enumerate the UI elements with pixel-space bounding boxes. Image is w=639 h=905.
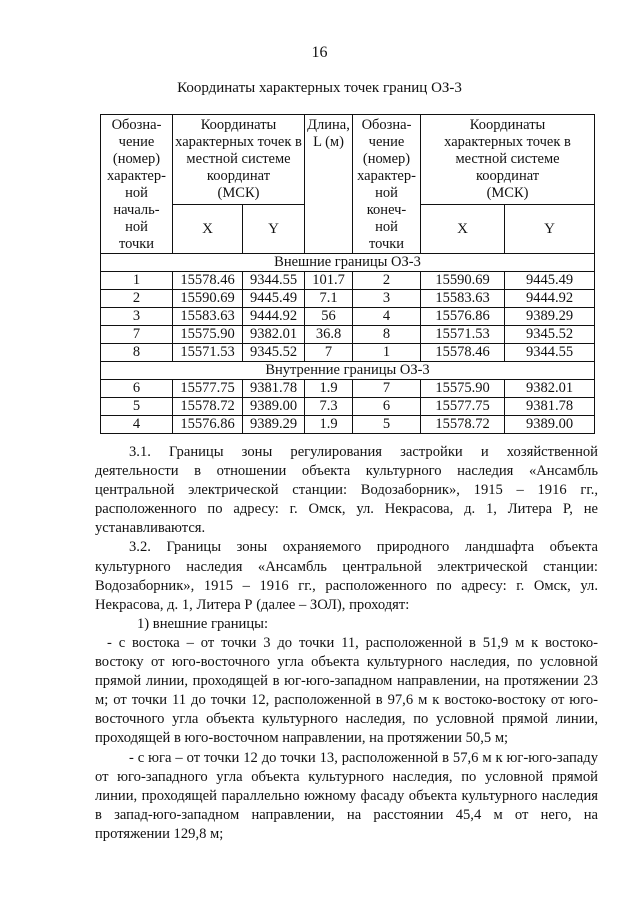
list-item-east: - с востока – от точки 3 до точки 11, расположенной в 51,9 м к востоко-востоку от юго-восточного угла объекта культурного наследия, по условной прямой линии, проходящей в юг-юго-западном направлении, на протяжении 23 м; от точки 11 до точки 12, расположенной в 97,6 м к востоко-востоку от юго-восточного угла объекта культурного наследия, по условной прямой линии, проходящей в юго-восточном направлении, на протяжении 50,5 м;: [95, 634, 598, 747]
cell-y-start: 9344.55: [243, 272, 305, 290]
header-line: чение: [368, 134, 405, 150]
cell-y-end: 9389.00: [505, 416, 595, 434]
cell-x-start: 15578.72: [173, 398, 243, 416]
header-line: точки: [368, 236, 405, 252]
cell-x-end: 15590.69: [421, 272, 505, 290]
header-line: координат: [475, 168, 540, 184]
header-length: [305, 115, 353, 254]
cell-start-point: 1: [101, 272, 173, 290]
cell-x-end: 15577.75: [421, 398, 505, 416]
cell-length: 7.3: [305, 398, 353, 416]
header-end-point: [353, 115, 421, 254]
paragraph-3-2: 3.2. Границы зоны охраняемого природного ландшафта объекта культурного наследия «Ансамбль центральной электрической станции: Водозаборник», 1915 – 1916 гг., расположенного по адресу: г. Омск, ул. Некрасова, д. 1, Литера Р (далее – ЗОЛ), проходят:: [95, 539, 598, 613]
cell-x-start: 15590.69: [173, 290, 243, 308]
header-coords-start: [173, 115, 305, 205]
cell-start-point: 3: [101, 308, 173, 326]
header-y-start: Y: [243, 205, 305, 254]
header-line: Длина,: [307, 117, 350, 133]
cell-x-end: 15571.53: [421, 326, 505, 344]
header-line: чение: [118, 134, 155, 150]
section-title: Внутренние границы ОЗ-3: [101, 362, 595, 380]
header-line: Координаты: [200, 117, 277, 133]
header-line: ной: [125, 185, 148, 201]
header-line: характер-: [357, 168, 416, 184]
cell-x-end: 15576.86: [421, 308, 505, 326]
header-line: конеч-: [366, 202, 407, 218]
coordinates-table: [100, 114, 595, 434]
cell-length: 1.9: [305, 380, 353, 398]
cell-start-point: 2: [101, 290, 173, 308]
header-line: L (м): [313, 134, 344, 150]
cell-y-start: 9381.78: [243, 380, 305, 398]
header-line: характерных точек в: [444, 134, 571, 150]
cell-end-point: 2: [353, 272, 421, 290]
cell-y-start: 9389.29: [243, 416, 305, 434]
table-row: [101, 290, 595, 308]
header-line: (номер): [362, 151, 411, 167]
cell-length: 101.7: [305, 272, 353, 290]
cell-end-point: 7: [353, 380, 421, 398]
cell-start-point: 8: [101, 344, 173, 362]
cell-start-point: 6: [101, 380, 173, 398]
cell-y-end: 9444.92: [505, 290, 595, 308]
table-row: [101, 416, 595, 434]
header-line: ной: [375, 185, 398, 201]
header-coords-end: [421, 115, 595, 205]
cell-y-start: 9389.00: [243, 398, 305, 416]
section-row-outer: [101, 254, 595, 272]
cell-x-start: 15571.53: [173, 344, 243, 362]
cell-length: 1.9: [305, 416, 353, 434]
cell-x-end: 15583.63: [421, 290, 505, 308]
cell-end-point: 4: [353, 308, 421, 326]
header-line: ной: [375, 219, 398, 235]
cell-y-end: 9445.49: [505, 272, 595, 290]
cell-start-point: 7: [101, 326, 173, 344]
table-row: [101, 380, 595, 398]
header-line: местной системе: [455, 151, 560, 167]
cell-y-end: 9345.52: [505, 326, 595, 344]
table-row: [101, 344, 595, 362]
cell-x-start: 15577.75: [173, 380, 243, 398]
cell-x-start: 15578.46: [173, 272, 243, 290]
header-y-end: Y: [505, 205, 595, 254]
header-line: (МСК): [217, 185, 260, 201]
cell-y-start: 9345.52: [243, 344, 305, 362]
cell-start-point: 5: [101, 398, 173, 416]
header-start-point: [101, 115, 173, 254]
header-line: ной: [125, 219, 148, 235]
header-line: (номер): [112, 151, 161, 167]
header-line: характерных точек в: [175, 134, 302, 150]
cell-end-point: 1: [353, 344, 421, 362]
cell-y-start: 9445.49: [243, 290, 305, 308]
table-row: [101, 326, 595, 344]
cell-end-point: 6: [353, 398, 421, 416]
header-line: началь-: [113, 202, 160, 218]
page-number: 16: [311, 44, 328, 61]
table-row: [101, 272, 595, 290]
body-text: [95, 443, 598, 844]
header-line: Обозна-: [361, 117, 412, 133]
cell-length: 56: [305, 308, 353, 326]
cell-y-end: 9389.29: [505, 308, 595, 326]
header-x-start: X: [173, 205, 243, 254]
cell-length: 36.8: [305, 326, 353, 344]
cell-length: 7: [305, 344, 353, 362]
table-header-row: [101, 115, 595, 205]
table-row: [101, 308, 595, 326]
cell-x-start: 15576.86: [173, 416, 243, 434]
table-row: [101, 398, 595, 416]
header-line: координат: [206, 168, 271, 184]
section-row-inner: [101, 362, 595, 380]
cell-end-point: 8: [353, 326, 421, 344]
cell-start-point: 4: [101, 416, 173, 434]
cell-x-end: 15578.72: [421, 416, 505, 434]
header-line: точки: [118, 236, 155, 252]
paragraph-3-1: 3.1. Границы зоны регулирования застройки и хозяйственной деятельности в отношении объекта культурного наследия «Ансамбль центральной электрической станции: Водозаборник», 1915 – 1916 гг., расположенного по адресу: г. Омск, ул. Некрасова, д. 1, Литера Р, не устанавливаются.: [95, 444, 598, 537]
cell-y-end: 9382.01: [505, 380, 595, 398]
cell-y-end: 9344.55: [505, 344, 595, 362]
list-heading: 1) внешние границы:: [137, 615, 269, 632]
cell-y-start: 9444.92: [243, 308, 305, 326]
header-line: местной системе: [186, 151, 291, 167]
cell-y-start: 9382.01: [243, 326, 305, 344]
header-line: (МСК): [486, 185, 529, 201]
cell-x-start: 15583.63: [173, 308, 243, 326]
cell-end-point: 5: [353, 416, 421, 434]
cell-x-end: 15575.90: [421, 380, 505, 398]
cell-x-start: 15575.90: [173, 326, 243, 344]
cell-end-point: 3: [353, 290, 421, 308]
section-title: Внешние границы ОЗ-3: [101, 254, 595, 272]
header-line: характер-: [107, 168, 166, 184]
header-line: Координаты: [469, 117, 546, 133]
table-title: Координаты характерных точек границ ОЗ-3: [177, 80, 462, 96]
cell-x-end: 15578.46: [421, 344, 505, 362]
list-item-south: - с юга – от точки 12 до точки 13, расположенной в 57,6 м к юг-юго-западу от юго-западного угла объекта культурного наследия, по условной прямой линии, проходящей параллельно южному фасаду объекта культурного наследия в запад-юго-западном направлении, на расстоянии 45,4 м от него, на протяжении 129,8 м;: [95, 749, 598, 842]
cell-y-end: 9381.78: [505, 398, 595, 416]
cell-length: 7.1: [305, 290, 353, 308]
header-x-end: X: [421, 205, 505, 254]
header-line: Обозна-: [111, 117, 162, 133]
